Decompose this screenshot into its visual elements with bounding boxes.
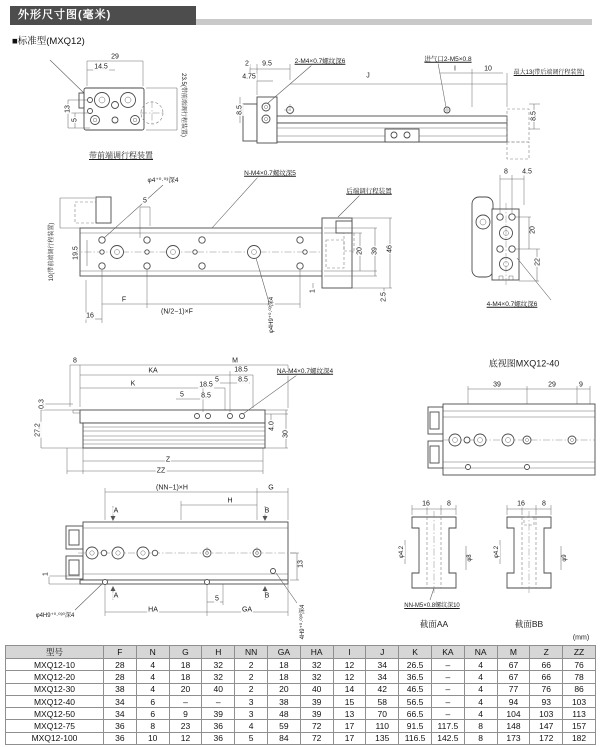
- dimension-cell: 117.5: [431, 720, 464, 732]
- dimension-cell: –: [431, 671, 464, 683]
- dimension-cell: 4: [464, 695, 497, 707]
- note-10-front-adjuster: 10(带前端调行程装置): [49, 222, 55, 282]
- dimension-cell: 3: [235, 708, 268, 720]
- note-max13-rear-adjuster: 最大13(带后端调行程装置): [513, 70, 585, 76]
- dimension-cell: 34: [366, 671, 399, 683]
- caption-front-adjuster: 带前端调行程装置: [89, 151, 153, 160]
- column-header-10: K: [399, 646, 432, 659]
- dimension-cell: 36: [104, 732, 137, 744]
- dimension-cell: 72: [300, 720, 333, 732]
- dimension-cell: 148: [497, 720, 530, 732]
- dimension-cell: 86: [563, 683, 596, 695]
- drawing-end-view: [472, 175, 551, 300]
- dimension-cell: 77: [497, 683, 530, 695]
- dim-9-bottom: 9: [579, 381, 583, 389]
- table-row: [6, 720, 596, 732]
- dimension-cell: 12: [333, 659, 366, 671]
- dimension-cell: 4: [464, 683, 497, 695]
- dim-f: F: [121, 296, 127, 304]
- dimension-cell: 113: [563, 708, 596, 720]
- dimension-cell: 36: [104, 720, 137, 732]
- table-row: [6, 708, 596, 720]
- dimension-cell: 67: [497, 659, 530, 671]
- label-na-m4-thread: NA-M4×0.7螺纹深4: [276, 367, 334, 375]
- dimension-cell: 4: [464, 659, 497, 671]
- dim-5-left: 5: [71, 118, 79, 122]
- dim-8-bb: 8: [542, 500, 546, 508]
- column-header-14: Z: [530, 646, 563, 659]
- dimension-cell: 67: [497, 671, 530, 683]
- note-23-5-front-adjuster: 23.5(带前端调行程装置): [180, 73, 186, 137]
- dim-1-step: 1: [309, 289, 317, 293]
- dimension-cell: 18: [169, 671, 202, 683]
- dim-8-5-r: 8.5: [238, 376, 248, 384]
- page-title: 外形尺寸图(毫米): [10, 6, 196, 25]
- dimension-cell: 182: [563, 732, 596, 744]
- dim-nn1-h: (NN−1)×H: [156, 484, 188, 492]
- label-dowel-hole-mid: φ4H9⁺⁰·⁰³深4: [269, 296, 275, 334]
- dim-16-bb: 16: [517, 500, 525, 508]
- dim-39-bottom: 39: [493, 381, 501, 389]
- model-cell: MXQ12-75: [6, 720, 104, 732]
- dimension-cell: 32: [202, 659, 235, 671]
- dimension-cell: 18: [169, 659, 202, 671]
- dimension-cell: 142.5: [431, 732, 464, 744]
- column-header-0: 型号: [6, 646, 104, 659]
- column-header-11: KA: [431, 646, 464, 659]
- table-row: [6, 732, 596, 744]
- dim-1-bottom: 1: [42, 572, 50, 576]
- dimension-cell: 91.5: [399, 720, 432, 732]
- column-header-8: I: [333, 646, 366, 659]
- drawing-top-view: [60, 177, 392, 323]
- drawing-bottom-view: [49, 488, 299, 616]
- dimension-cell: 28: [104, 659, 137, 671]
- table-row: [6, 695, 596, 707]
- dimension-cell: 4: [136, 683, 169, 695]
- column-header-1: F: [104, 646, 137, 659]
- dim-13-bottom: 13: [297, 560, 305, 568]
- label-2-m4-thread: 2-M4×0.7螺纹深6: [294, 57, 346, 65]
- dimension-cell: 94: [497, 695, 530, 707]
- column-header-5: NN: [235, 646, 268, 659]
- dimension-cell: 18: [267, 659, 300, 671]
- table-row: [6, 659, 596, 671]
- dim-20-top: 20: [356, 247, 364, 255]
- dimension-cell: 20: [169, 683, 202, 695]
- dim-18-5-mid: 18.5: [199, 381, 213, 389]
- dim-8-5-mid: 8.5: [201, 392, 211, 400]
- dimension-cell: 17: [333, 732, 366, 744]
- dimension-cell: 32: [300, 659, 333, 671]
- dim-ha: HA: [148, 606, 158, 614]
- dim-27-2: 27.2: [34, 423, 42, 437]
- dim-0-3: 0.3: [38, 399, 46, 409]
- dim-16: 16: [86, 312, 94, 320]
- dimension-cell: 4: [235, 720, 268, 732]
- column-header-13: M: [497, 646, 530, 659]
- dimension-cell: 38: [104, 683, 137, 695]
- column-header-6: GA: [267, 646, 300, 659]
- drawing-front-view: [50, 60, 177, 130]
- dim-k: K: [130, 380, 136, 388]
- label-4-m4-thread: 4-M4×0.7螺纹深6: [486, 300, 538, 308]
- dimension-cell: 135: [366, 732, 399, 744]
- label-air-port: 进气口2-M5×0.8: [424, 55, 472, 63]
- dimension-cell: 28: [104, 671, 137, 683]
- dimension-cell: 46.5: [399, 683, 432, 695]
- dimension-cell: 59: [267, 720, 300, 732]
- dimension-cell: 38: [267, 695, 300, 707]
- dim-j: J: [366, 72, 370, 80]
- dimension-cell: 6: [136, 695, 169, 707]
- dim-2-5: 2.5: [380, 292, 388, 302]
- column-header-12: NA: [464, 646, 497, 659]
- dim-m: M: [232, 357, 238, 365]
- dim-13: 13: [64, 105, 72, 113]
- dim-4-5: 4.5: [522, 168, 532, 176]
- dim-46: 46: [386, 245, 394, 253]
- column-header-2: N: [136, 646, 169, 659]
- model-cell: MXQ12-40: [6, 695, 104, 707]
- dimension-cell: 110: [366, 720, 399, 732]
- label-section-b-top: B: [264, 507, 270, 515]
- dimension-cell: 14: [333, 683, 366, 695]
- dimension-cell: 66: [530, 659, 563, 671]
- dim-ga: GA: [241, 606, 253, 614]
- dim-29: 29: [111, 53, 119, 61]
- dimension-cell: 10: [136, 732, 169, 744]
- dimension-cell: 173: [497, 732, 530, 744]
- dim-4-0: 4.0: [268, 421, 276, 431]
- dim-5-top: 5: [143, 197, 147, 205]
- dimension-cell: 5: [235, 732, 268, 744]
- dimension-cell: 36: [202, 732, 235, 744]
- dimension-cell: 9: [169, 708, 202, 720]
- dimension-cell: –: [431, 659, 464, 671]
- dimension-cell: 66: [530, 671, 563, 683]
- dimension-cell: 4: [464, 671, 497, 683]
- dimension-cell: 58: [366, 695, 399, 707]
- dimension-cell: 76: [530, 683, 563, 695]
- dim-d8-aa: φ8: [467, 554, 473, 562]
- dimension-cell: 8: [464, 720, 497, 732]
- dim-29-bottom: 29: [548, 381, 556, 389]
- dimension-cell: 34: [366, 659, 399, 671]
- dimension-cell: 12: [333, 671, 366, 683]
- dim-8-5-left: 8.5: [236, 105, 244, 115]
- label-section-b-bottom: B: [264, 592, 270, 600]
- dimension-cell: –: [202, 695, 235, 707]
- dimension-cell: 3: [235, 695, 268, 707]
- column-header-3: G: [169, 646, 202, 659]
- dimension-cell: –: [431, 708, 464, 720]
- caption-section-aa: 截面AA: [419, 618, 449, 629]
- column-header-4: H: [202, 646, 235, 659]
- label-nn-m5-thread: NN-M5×0.8螺纹深10: [404, 603, 460, 609]
- dimension-cell: 6: [136, 708, 169, 720]
- dimension-cell: 157: [563, 720, 596, 732]
- dimension-cell: 78: [563, 671, 596, 683]
- dim-30: 30: [282, 430, 290, 438]
- section-subtitle: ■标准型(MXQ12): [12, 36, 85, 47]
- dimension-table: [5, 645, 596, 745]
- dimension-cell: 72: [300, 732, 333, 744]
- model-cell: MXQ12-100: [6, 732, 104, 744]
- dimension-cell: 32: [202, 671, 235, 683]
- table-header-row: [6, 646, 596, 659]
- dimension-cell: 39: [300, 695, 333, 707]
- dim-5-bottom: 5: [215, 595, 219, 603]
- dimension-cell: 39: [202, 708, 235, 720]
- dim-20-end: 20: [529, 226, 537, 234]
- dim-39: 39: [371, 247, 379, 255]
- dimension-cell: 103: [530, 708, 563, 720]
- label-rear-adjuster: 后端调行程装置: [346, 187, 392, 195]
- dimension-cell: 93: [530, 695, 563, 707]
- dimension-cell: 36: [202, 720, 235, 732]
- caption-section-bb: 截面BB: [514, 618, 544, 629]
- label-dowel-hole-bl: φ4H9⁺⁰·⁰³⁰深4: [35, 613, 75, 619]
- dim-8-aa: 8: [447, 500, 451, 508]
- dimension-cell: 104: [497, 708, 530, 720]
- dimension-cell: 66.5: [399, 708, 432, 720]
- dim-h: H: [227, 497, 233, 505]
- dimension-cell: 2: [235, 659, 268, 671]
- dimension-cell: 8: [464, 732, 497, 744]
- column-header-7: HA: [300, 646, 333, 659]
- caption-bottom-view-mxq12-40: 底视图MXQ12-40: [488, 358, 560, 369]
- dim-d4-2-bb: φ4.2: [494, 545, 500, 559]
- dim-19-5: 19.5: [72, 246, 80, 260]
- dimension-cell: 12: [169, 732, 202, 744]
- dimension-cell: 56.5: [399, 695, 432, 707]
- dimension-cell: 4: [136, 659, 169, 671]
- dim-22-end: 22: [534, 258, 542, 266]
- dim-2: 2: [245, 60, 249, 68]
- drawing-cross-sections: [405, 505, 561, 600]
- dimension-cell: –: [431, 695, 464, 707]
- dim-g: G: [268, 484, 274, 492]
- dim-10: 10: [484, 65, 492, 73]
- dimension-cell: 20: [267, 683, 300, 695]
- dim-zz: ZZ: [156, 467, 166, 475]
- dim-5-mid: 5: [180, 391, 184, 399]
- dimension-cell: 4: [136, 671, 169, 683]
- dim-d9-bb: φ9: [562, 554, 568, 562]
- dim-18-5-right: 18.5: [234, 366, 248, 374]
- dimension-cell: 36.5: [399, 671, 432, 683]
- dimension-cell: 2: [235, 683, 268, 695]
- dimension-cell: 48: [267, 708, 300, 720]
- column-header-15: ZZ: [563, 646, 596, 659]
- table-row: [6, 683, 596, 695]
- dimension-cell: 40: [300, 683, 333, 695]
- dim-8-end: 8: [504, 168, 508, 176]
- dimension-cell: 32: [300, 671, 333, 683]
- dimension-cell: 76: [563, 659, 596, 671]
- label-n-m4-thread: N-M4×0.7螺纹深5: [244, 169, 296, 177]
- dimension-cell: 2: [235, 671, 268, 683]
- model-cell: MXQ12-50: [6, 708, 104, 720]
- dim-4-75: 4.75: [242, 73, 256, 81]
- dim-8-side: 8: [73, 357, 77, 365]
- column-header-9: J: [366, 646, 399, 659]
- dimension-cell: –: [431, 683, 464, 695]
- dim-9-5: 9.5: [262, 60, 272, 68]
- dim-16-aa: 16: [422, 500, 430, 508]
- dim-i: I: [454, 65, 456, 73]
- label-dowel-hole-br: 4H9⁺⁰·⁰³⁰深4: [300, 604, 306, 640]
- dimension-cell: 84: [267, 732, 300, 744]
- dimension-cell: 42: [366, 683, 399, 695]
- dim-14-5: 14.5: [94, 63, 108, 71]
- dimension-cell: 26.5: [399, 659, 432, 671]
- dim-z: Z: [165, 456, 171, 464]
- dimension-cell: 8: [136, 720, 169, 732]
- dimension-cell: 147: [530, 720, 563, 732]
- table-row: [6, 671, 596, 683]
- dim-ka: KA: [148, 367, 158, 375]
- dim-5-right: 5: [215, 376, 219, 384]
- label-dowel-hole-top: φ4⁺⁰·⁰³深4: [147, 176, 179, 184]
- dimension-cell: 172: [530, 732, 563, 744]
- dim-d4-2-aa: φ4.2: [399, 545, 405, 559]
- dimension-cell: 34: [104, 708, 137, 720]
- dimension-cell: 34: [104, 695, 137, 707]
- dimension-cell: –: [169, 695, 202, 707]
- dimension-cell: 39: [300, 708, 333, 720]
- dimension-cell: 4: [464, 708, 497, 720]
- dimension-cell: 70: [366, 708, 399, 720]
- dimension-cell: 40: [202, 683, 235, 695]
- drawing-bottom-view-mxq12-40: [428, 386, 595, 475]
- unit-note: (mm): [572, 634, 590, 642]
- dimension-cell: 116.5: [399, 732, 432, 744]
- label-section-a-top: A: [113, 507, 119, 515]
- dim-8-5-right: 8.5: [530, 111, 538, 121]
- dimension-cell: 15: [333, 695, 366, 707]
- dimension-cell: 23: [169, 720, 202, 732]
- dimension-cell: 13: [333, 708, 366, 720]
- dimension-cell: 103: [563, 695, 596, 707]
- model-cell: MXQ12-20: [6, 671, 104, 683]
- model-cell: MXQ12-10: [6, 659, 104, 671]
- model-cell: MXQ12-30: [6, 683, 104, 695]
- dimension-cell: 18: [267, 671, 300, 683]
- dimension-cell: 17: [333, 720, 366, 732]
- label-section-a-bottom: A: [113, 592, 119, 600]
- dim-n2-1-f: (N/2−1)×F: [161, 308, 193, 316]
